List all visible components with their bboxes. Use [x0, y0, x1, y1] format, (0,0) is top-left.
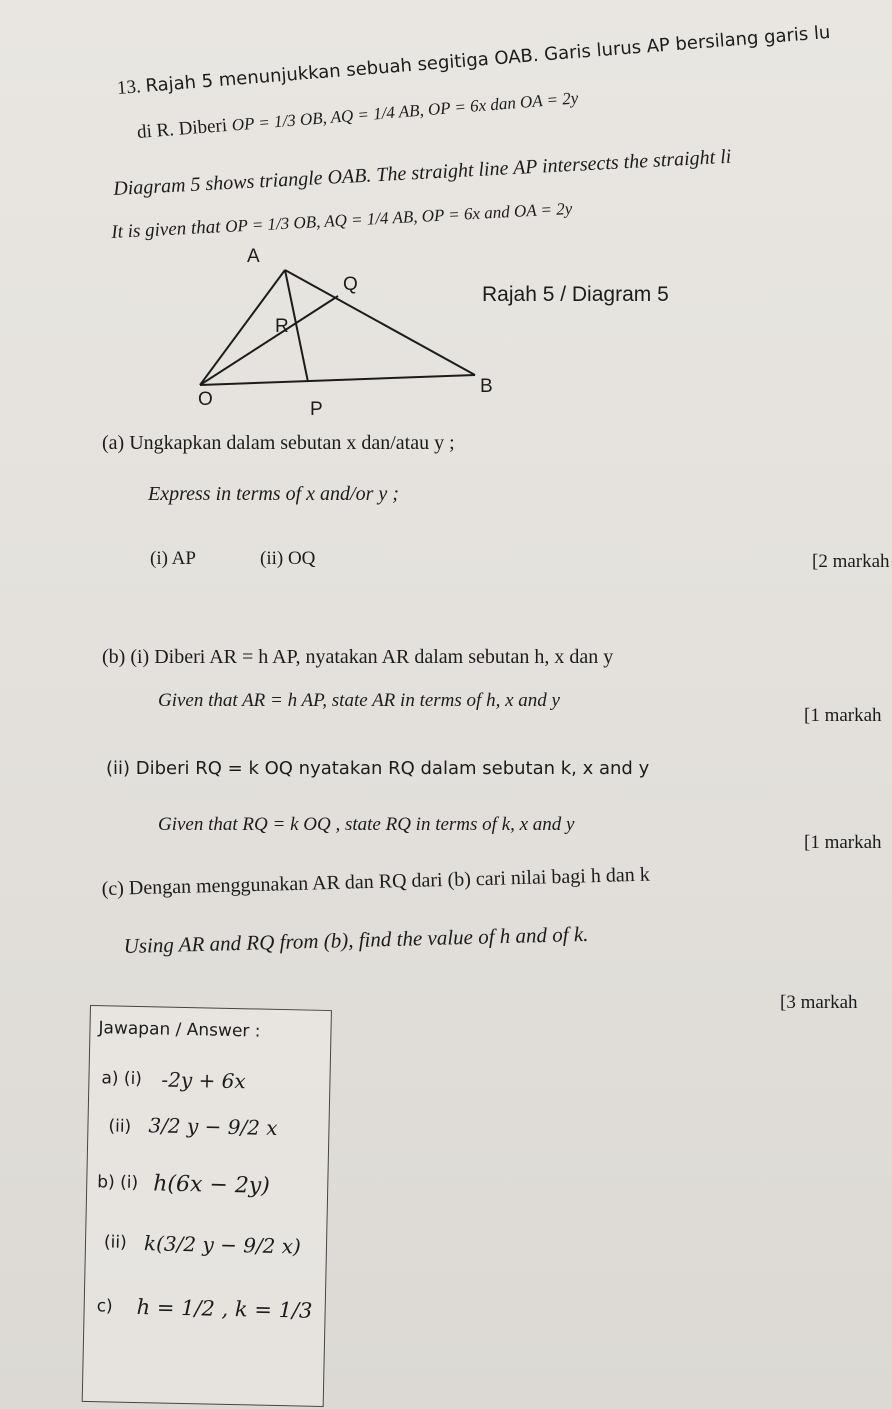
question-english-given	[111, 198, 573, 244]
answer-b-i: h(6x − 2y)	[153, 1171, 271, 1199]
answer-a-i-label: a) (i)	[101, 1068, 143, 1090]
side-OA	[200, 270, 285, 385]
line-OQ	[200, 296, 338, 385]
label-B: B	[480, 376, 493, 397]
answer-c-label: c)	[96, 1296, 113, 1317]
label-O: O	[198, 389, 213, 410]
answer-b-ii: k(3/2 y − 9/2 x)	[143, 1231, 302, 1259]
answer-title: Jawapan / Answer :	[98, 1018, 261, 1042]
part-c-marks: [3 markah	[780, 992, 858, 1013]
question-number: 13.	[116, 76, 142, 100]
question-malay-text: Rajah 5 menunjukkan sebuah segitiga OAB. Garis lurus AP bersilang garis lu	[144, 21, 832, 97]
answer-a-ii: 3/2 y − 9/2 x	[148, 1113, 278, 1140]
part-b-i-marks: [1 markah	[804, 705, 882, 726]
side-AB	[285, 270, 475, 375]
label-A: A	[247, 246, 260, 267]
part-b-ii-english: Given that RQ = k OQ , state RQ in terms of k, x and y	[158, 814, 575, 835]
answer-a-i: -2y + 6x	[161, 1067, 246, 1094]
answer-b-ii-label: (ii)	[103, 1232, 127, 1253]
part-a-marks: [2 markah	[812, 551, 890, 572]
given-prefix-english: It is given that	[110, 216, 222, 244]
label-R: R	[275, 316, 289, 337]
part-a-malay: (a) Ungkapkan dalam sebutan x dan/atau y ;	[102, 432, 455, 454]
answer-c: h = 1/2 , k = 1/3	[136, 1295, 313, 1323]
answer-box	[82, 1005, 332, 1407]
answer-b-i-label: b) (i)	[97, 1172, 139, 1194]
answer-a-ii-label: (ii)	[108, 1116, 132, 1137]
part-b-i-malay: (b) (i) Diberi AR = h AP, nyatakan AR dalam sebutan h, x dan y	[102, 646, 614, 668]
part-b-ii-marks: [1 markah	[804, 832, 882, 853]
part-c-malay: (c) Dengan menggunakan AR dan RQ dari (b) cari nilai bagi h dan k	[101, 863, 650, 901]
part-b-ii-malay: (ii) Diberi RQ = k OQ nyatakan RQ dalam sebutan k, x and y	[106, 758, 650, 779]
label-P: P	[310, 399, 323, 420]
question-malay-line1	[116, 22, 831, 100]
label-Q: Q	[343, 274, 358, 295]
part-a-english: Express in terms of x and/or y ;	[148, 483, 399, 505]
given-math-malay: OP = 1/3 OB, AQ = 1/4 AB, OP = 6x dan OA = 2y	[231, 88, 579, 135]
part-a-i: (i) AP	[150, 548, 196, 569]
question-malay-given	[136, 87, 579, 144]
part-a-ii: (ii) OQ	[260, 548, 316, 569]
given-prefix-malay: di R. Diberi	[136, 114, 228, 144]
triangle-diagram	[190, 240, 520, 425]
diagram-caption: Rajah 5 / Diagram 5	[482, 283, 669, 306]
side-OB	[200, 375, 475, 385]
question-english-line1: Diagram 5 shows triangle OAB. The straight line AP intersects the straight li	[112, 145, 732, 201]
part-b-i-english: Given that AR = h AP, state AR in terms of h, x and y	[158, 690, 560, 711]
part-c-english: Using AR and RQ from (b), find the value of h and of k.	[123, 921, 589, 959]
given-math-english: OP = 1/3 OB, AQ = 1/4 AB, OP = 6x and OA = 2y	[224, 198, 573, 237]
